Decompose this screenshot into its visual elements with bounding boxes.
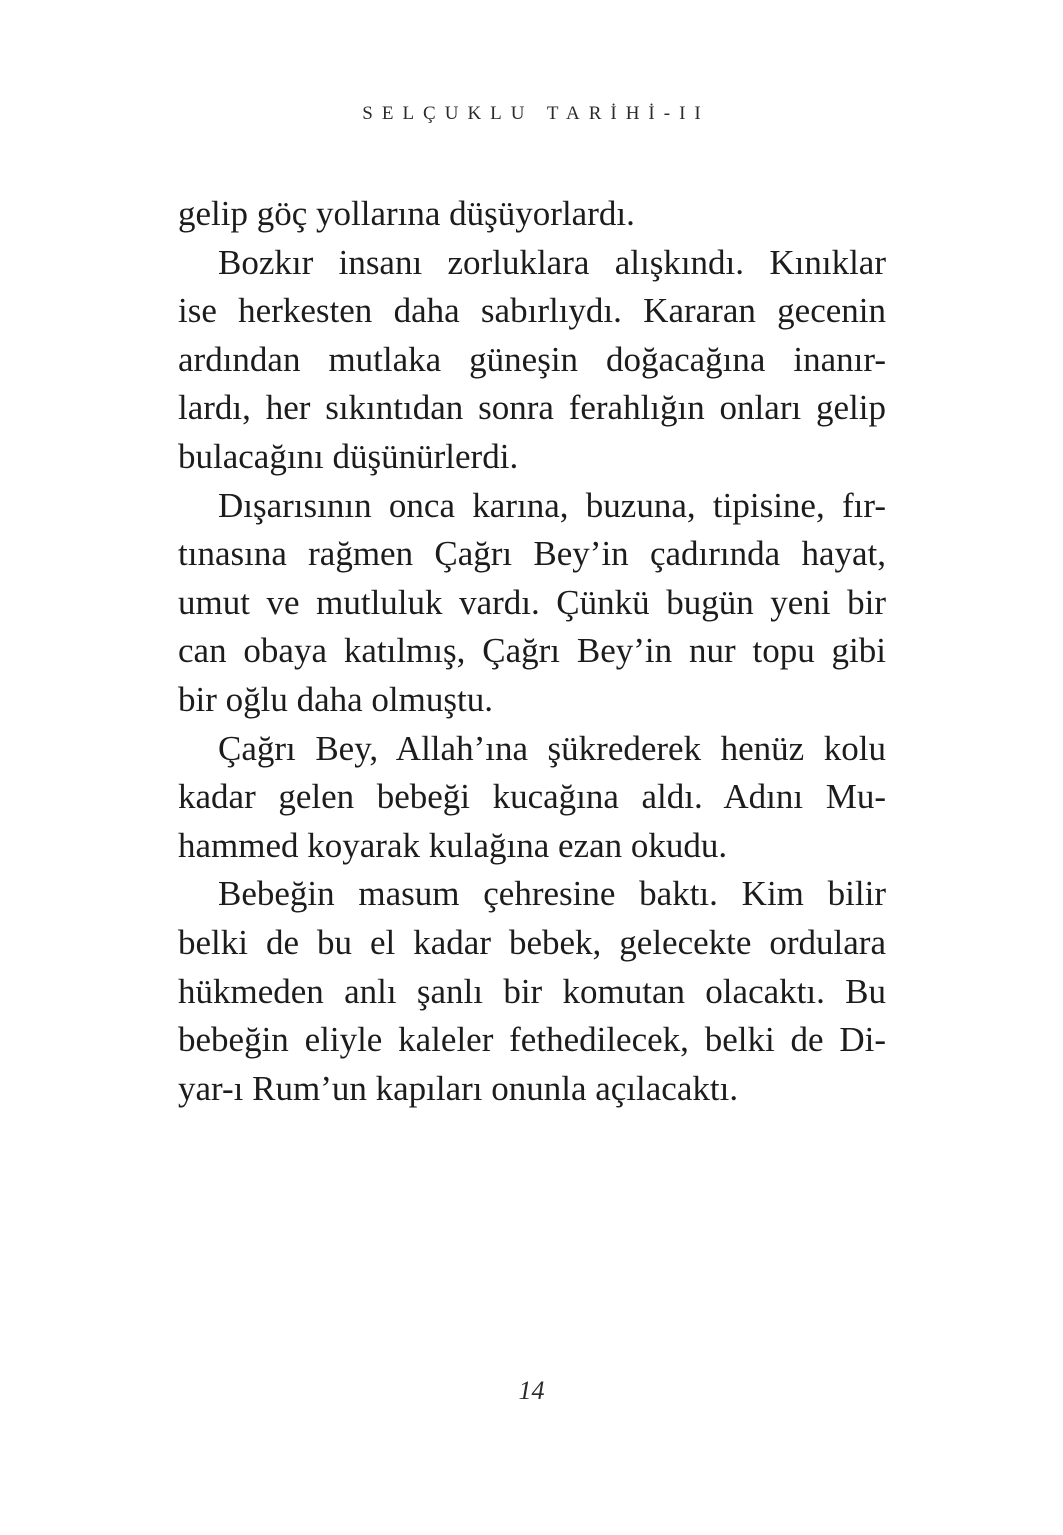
- text-line: kadar gelen bebeği kucağına aldı. Adını Mu-: [178, 777, 886, 817]
- text-line: bebeğin eliyle kaleler fethedilecek, belki de Di-: [178, 1020, 886, 1060]
- text-line: can obaya katılmış, Çağrı Bey’in nur topu gibi: [178, 631, 886, 671]
- text-line: lardı, her sıkıntıdan sonra ferahlığın onları gelip: [178, 388, 886, 428]
- text-line: Dışarısının onca karına, buzuna, tipisine, fır-: [218, 485, 886, 525]
- text-line: hammed koyarak kulağına ezan okudu.: [178, 825, 728, 865]
- text-line: umut ve mutluluk vardı. Çünkü bugün yeni bir: [178, 582, 886, 622]
- text-line: hükmeden anlı şanlı bir komutan olacaktı. Bu: [178, 971, 886, 1011]
- text-line: belki de bu el kadar bebek, gelecekte ordulara: [178, 922, 886, 962]
- text-line: bir oğlu daha olmuştu.: [178, 679, 493, 719]
- body-text: [178, 190, 886, 1113]
- text-line: tınasına rağmen Çağrı Bey’in çadırında hayat,: [178, 534, 886, 574]
- text-line: gelip göç yollarına düşüyorlardı.: [178, 194, 635, 233]
- text-line: ise herkesten daha sabırlıydı. Kararan gecenin: [178, 291, 886, 331]
- text-line: ardından mutlaka güneşin doğacağına inanır-: [178, 339, 886, 379]
- page-number: 14: [518, 1376, 545, 1405]
- text-line: Çağrı Bey, Allah’ına şükrederek henüz kolu: [218, 728, 886, 768]
- text-line: yar-ı Rum’un kapıları onunla açılacaktı.: [178, 1068, 739, 1108]
- text-line: Bozkır insanı zorluklara alışkındı. Kınıklar: [218, 242, 886, 282]
- running-header: SELÇUKLU TARİHİ-II: [362, 103, 710, 124]
- text-line: Bebeğin masum çehresine baktı. Kim bilir: [218, 874, 886, 914]
- text-line: bulacağını düşünürlerdi.: [178, 436, 519, 476]
